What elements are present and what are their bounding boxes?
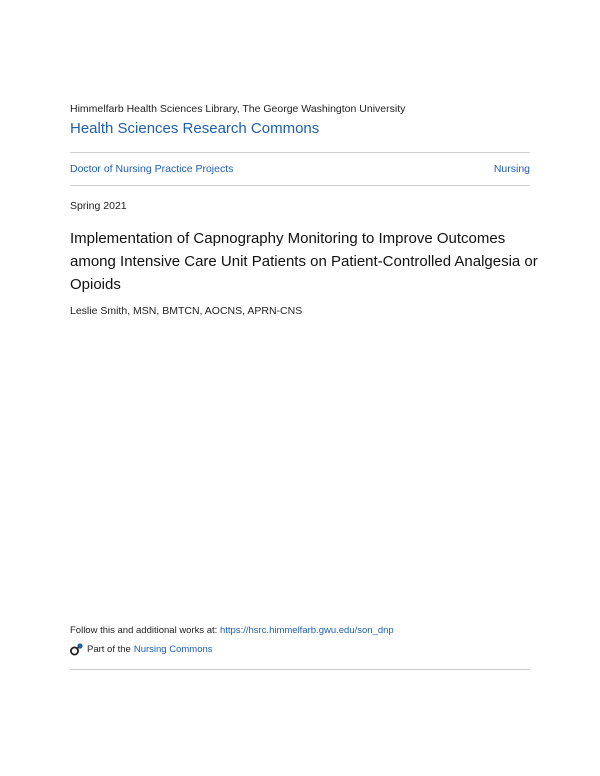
nursing-commons-link[interactable]: Nursing Commons [133, 643, 213, 655]
part-of-prefix: Part of the [87, 643, 131, 655]
library-name: Himmelfarb Health Sciences Library, The George Washington University [70, 103, 406, 115]
part-of-line [70, 642, 213, 656]
author-name: Leslie Smith, MSN, BMTCN, AOCNS, APRN-CNS [70, 305, 303, 317]
network-icon [70, 642, 84, 656]
divider-top [70, 152, 530, 153]
follow-line [70, 625, 394, 636]
discipline-link[interactable]: Nursing [493, 163, 530, 175]
divider-bottom [70, 669, 530, 670]
follow-prefix: Follow this and additional works at: [70, 625, 218, 636]
repository-title[interactable]: Health Sciences Research Commons [70, 120, 320, 137]
publication-date: Spring 2021 [70, 200, 127, 212]
follow-url-link[interactable]: https://hsrc.himmelfarb.gwu.edu/son_dnp [219, 625, 394, 636]
series-link[interactable]: Doctor of Nursing Practice Projects [70, 163, 234, 175]
document-title: Implementation of Capnography Monitoring to Improve Outcomes among Intensive Care Unit Patients on Patient-Controlled Analgesia or Opioids [70, 230, 538, 293]
divider-middle [70, 185, 530, 186]
